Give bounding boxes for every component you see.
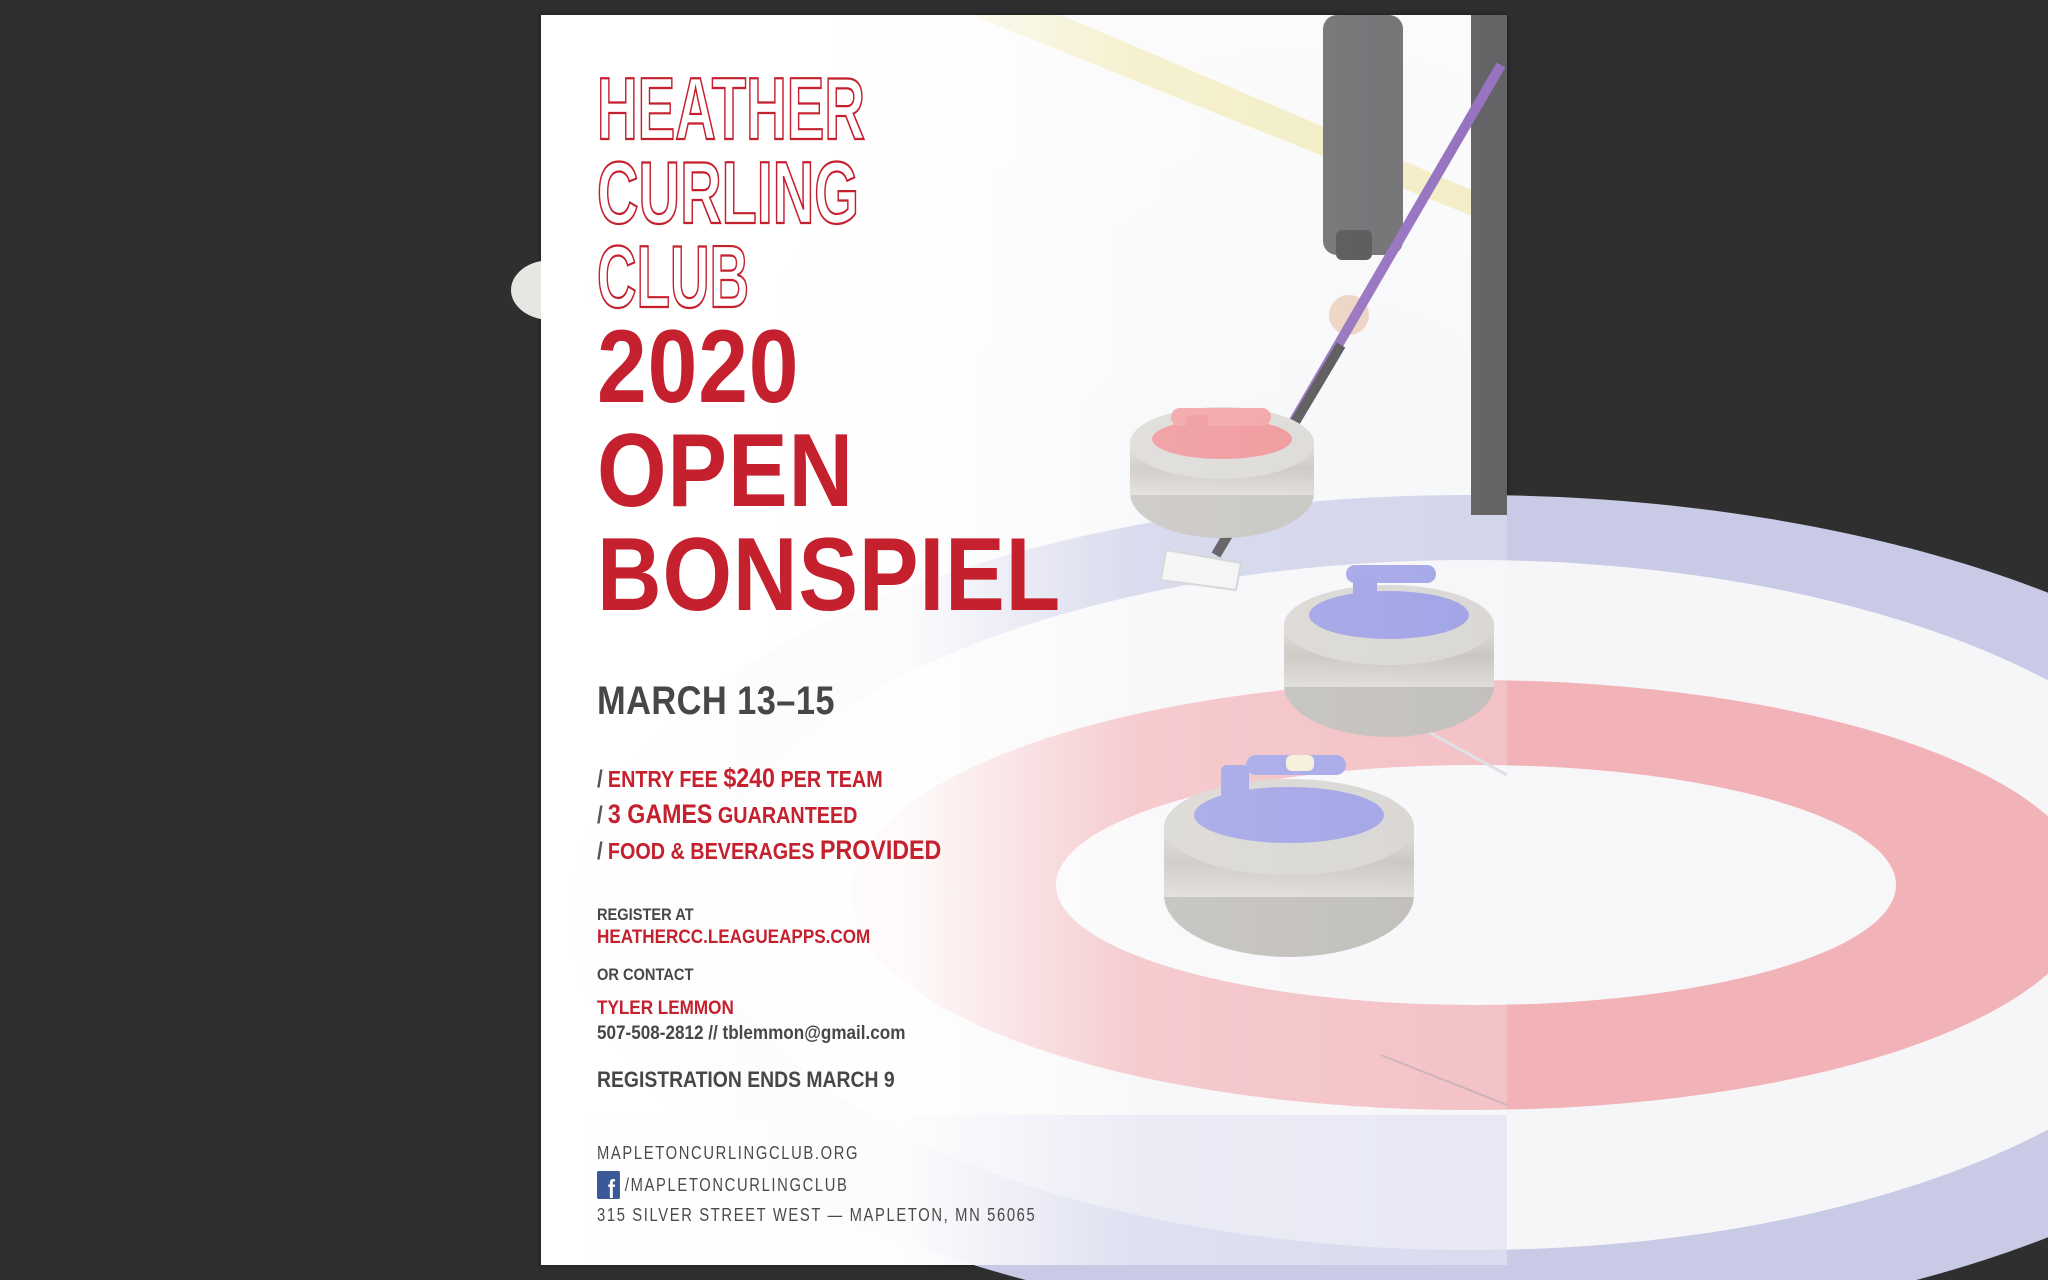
perk-games: / 3 GAMES GUARANTEED (597, 799, 858, 829)
poster-page (541, 15, 1507, 1265)
perks-list (597, 761, 941, 869)
event-dates: MARCH 13–15 (597, 679, 835, 723)
registration-deadline: REGISTRATION ENDS MARCH 9 (597, 1067, 895, 1092)
club-name-outline-text (597, 59, 917, 326)
club-name-line-3: CLUB (597, 227, 749, 326)
club-name-line-2: CURLING (597, 143, 859, 242)
event-title-year: 2020 (597, 309, 800, 425)
footer-website[interactable]: MAPLETONCURLINGCLUB.ORG (597, 1143, 860, 1163)
perk-food: / FOOD & BEVERAGES PROVIDED (597, 835, 942, 865)
footer-address: 315 SILVER STREET WEST — MAPLETON, MN 56065 (597, 1205, 1037, 1225)
event-title (597, 309, 1062, 633)
event-title-bonspiel: BONSPIEL (597, 517, 1062, 633)
footer-facebook-handle: /MAPLETONCURLINGCLUB (624, 1174, 849, 1195)
facebook-icon: f (597, 1171, 620, 1199)
perk-entry-fee: / ENTRY FEE $240 PER TEAM (597, 763, 883, 793)
contact-info[interactable]: 507-508-2812 // tblemmon@gmail.com (597, 1023, 906, 1044)
club-name (597, 59, 917, 326)
register-url[interactable]: HEATHERCC.LEAGUEAPPS.COM (597, 927, 871, 948)
footer-facebook[interactable] (597, 1171, 849, 1204)
contact-name: TYLER LEMMON (597, 998, 734, 1019)
club-name-line-1: HEATHER (597, 59, 865, 158)
event-title-open: OPEN (597, 413, 854, 529)
contact-label: OR CONTACT (597, 965, 694, 984)
register-label: REGISTER AT (597, 905, 694, 924)
